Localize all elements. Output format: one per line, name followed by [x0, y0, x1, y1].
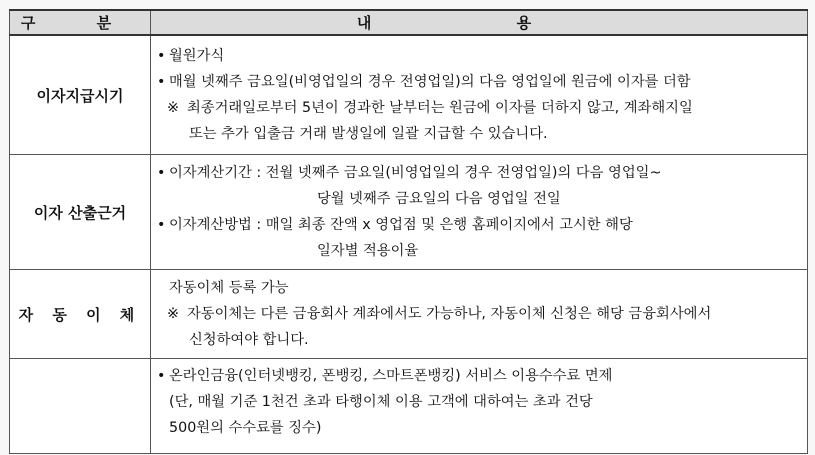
row-content — [151, 35, 808, 155]
table-row-interest-payment — [10, 35, 808, 155]
content-line — [157, 389, 801, 415]
content-line — [157, 121, 801, 147]
line-text: 이자계산기간 : 전월 넷째주 금요일(비영업일의 경우 전영업일)의 다음 영업일~ — [169, 165, 662, 181]
table-row-interest-basis — [10, 155, 808, 270]
line-text: 자동이체 등록 가능 — [169, 280, 289, 296]
line-text: 신청하여야 합니다. — [189, 332, 309, 348]
product-terms-table — [9, 9, 808, 454]
content-line — [157, 275, 801, 301]
bullet-icon: • — [157, 165, 166, 181]
row-label: 이자지급시기 — [10, 35, 151, 155]
content-line — [157, 212, 801, 238]
line-text: 일자별 적용이율 — [317, 243, 419, 259]
table-row-auto-transfer — [10, 270, 808, 359]
content-line — [157, 160, 801, 186]
content-line — [157, 415, 801, 441]
table-row-fees — [10, 359, 808, 454]
line-text: 최종거래일로부터 5년이 경과한 날부터는 원금에 이자를 더하지 않고, 계좌해지일 — [187, 100, 693, 116]
content-line — [157, 95, 801, 121]
line-text: 이자계산방법 : 매일 최종 잔액 x 영업점 및 은행 홈페이지에서 고시한 해당 — [169, 217, 633, 233]
line-text: 자동이체는 다른 금융회사 계좌에서도 가능하나, 자동이체 신청은 해당 금융회사에서 — [187, 306, 712, 322]
row-content — [151, 270, 808, 359]
table-header-row — [10, 10, 808, 35]
line-text: 당월 넷째주 금요일의 다음 영업일 전일 — [317, 191, 561, 207]
row-label — [10, 359, 151, 454]
reference-mark-icon: ※ — [167, 100, 179, 116]
line-text: 온라인금융(인터넷뱅킹, 폰뱅킹, 스마트폰뱅킹) 서비스 이용수수료 면제 — [169, 368, 613, 384]
row-content — [151, 359, 808, 454]
content-line — [157, 43, 801, 69]
bullet-icon: • — [157, 217, 166, 233]
content-line — [157, 69, 801, 95]
line-text: 또는 추가 입출금 거래 발생일에 일괄 지급할 수 있습니다. — [189, 126, 548, 142]
line-text: (단, 매월 기준 1천건 초과 타행이체 이용 고객에 대하여는 초과 건당 — [169, 394, 593, 410]
bullet-icon: • — [157, 368, 166, 384]
content-line — [157, 238, 801, 264]
row-label: 자 동 이 체 — [10, 270, 151, 359]
content-line — [157, 186, 801, 212]
row-content — [151, 155, 808, 270]
line-text: 월원가식 — [169, 48, 225, 64]
bullet-icon: • — [157, 74, 166, 90]
header-label-column: 구 분 — [10, 10, 151, 35]
content-line — [157, 301, 801, 327]
reference-mark-icon: ※ — [167, 306, 179, 322]
line-text: 500원의 수수료를 징수) — [169, 420, 322, 436]
row-label: 이자 산출근거 — [10, 155, 151, 270]
header-content-column: 내 용 — [151, 10, 808, 35]
content-line — [157, 327, 801, 353]
bullet-icon: • — [157, 48, 166, 64]
content-line — [157, 363, 801, 389]
line-text: 매월 넷째주 금요일(비영업일의 경우 전영업일)의 다음 영업일에 원금에 이자를 더함 — [169, 74, 691, 90]
